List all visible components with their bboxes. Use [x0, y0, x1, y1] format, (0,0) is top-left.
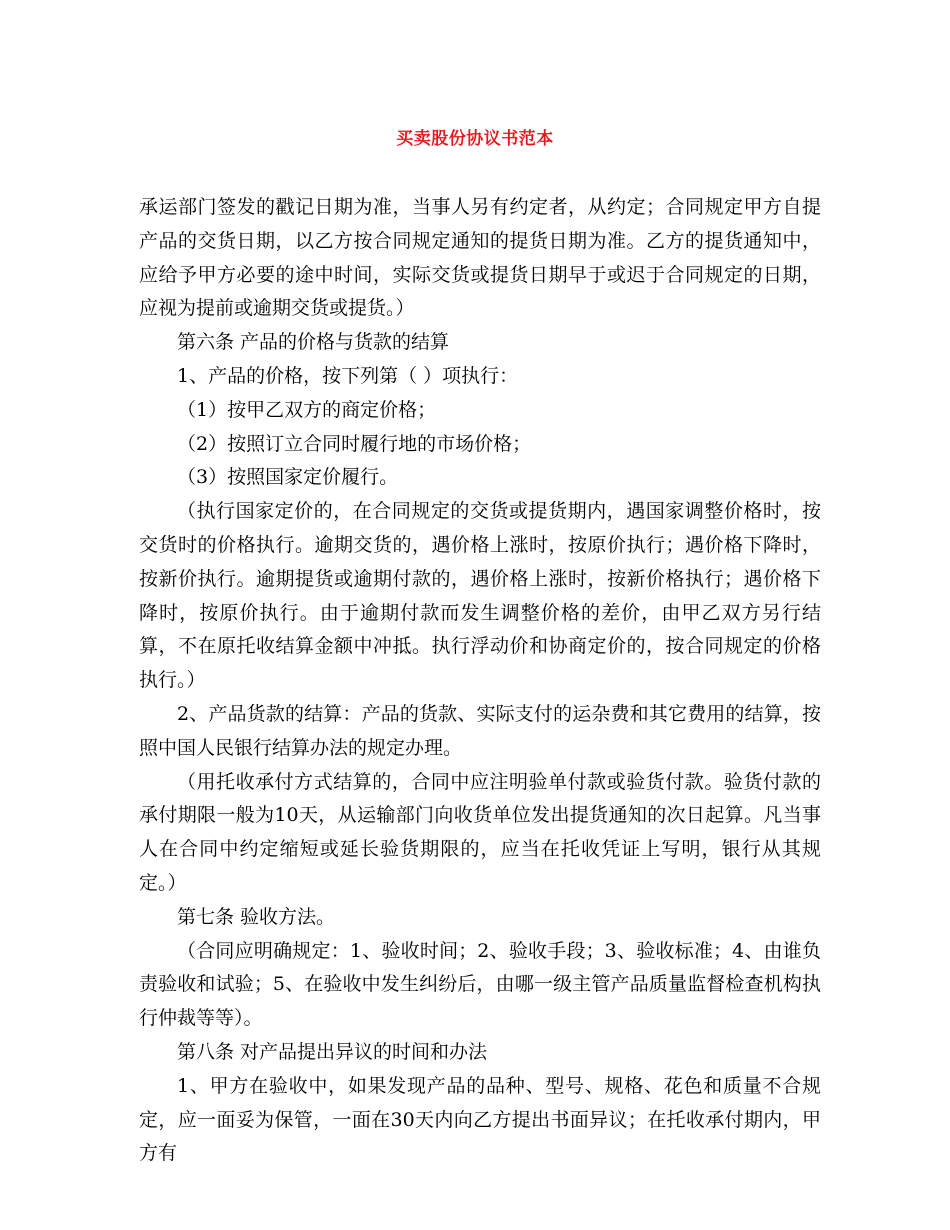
- clause-6-2: 2、产品货款的结算：产品的货款、实际支付的运杂费和其它费用的结算，按照中国人民银行结算办法的规定办理。: [139, 702, 821, 759]
- heading-article-6: 第六条 产品的价格与货款的结算: [177, 331, 450, 354]
- document-body: [139, 191, 821, 1171]
- clause-6-1-note: （执行国家定价的，在合同规定的交货或提货期内，遇国家调整价格时，按交货时的价格执行。逾期交货的，遇价格上涨时，按原价执行；遇价格下降时，按新价执行。逾期提货或逾期付款的，遇价格上涨时，按新价格执行；遇价格下降时，按原价执行。由于逾期付款而发生调整价格的差价，由甲乙双方另行结算，不在原托收结算金额中冲抵。执行浮动价和协商定价的，按合同规定的价格执行。）: [139, 500, 821, 692]
- clause-6-1-option-3: （3）按照国家定价履行。: [177, 466, 399, 489]
- clause-6-1-option-2: （2）按照订立合同时履行地的市场价格；: [177, 432, 532, 455]
- clause-6-2-note: （用托收承付方式结算的，合同中应注明验单付款或验货付款。验货付款的承付期限一般为10天，从运输部门向收货单位发出提货通知的次日起算。凡当事人在合同中约定缩短或延长验货期限的，应当在托收凭证上写明，银行从其规定。）: [139, 770, 821, 894]
- heading-article-8: 第八条 对产品提出异议的时间和办法: [177, 1040, 488, 1063]
- clause-8-1: 1、甲方在验收中，如果发现产品的品种、型号、规格、花色和质量不合规定，应一面妥为保管，一面在30天内向乙方提出书面异议；在托收承付期内，甲方有: [139, 1074, 821, 1165]
- clause-6-1: 1、产品的价格，按下列第（ ）项执行：: [177, 364, 519, 387]
- article-7-note: （合同应明确规定：1、验收时间；2、验收手段；3、验收标准；4、由谁负责验收和试验；5、在验收中发生纠纷后，由哪一级主管产品质量监督检查机构执行仲裁等等）。: [139, 939, 821, 1030]
- paragraph-continuation: 承运部门签发的戳记日期为准，当事人另有约定者，从约定；合同规定甲方自提产品的交货日期，以乙方按合同规定通知的提货日期为准。乙方的提货通知中，应给予甲方必要的途中时间，实际交货或提货日期早于或迟于合同规定的日期，应视为提前或逾期交货或提货。）: [139, 196, 821, 320]
- heading-article-7: 第七条 验收方法。: [177, 905, 336, 928]
- document-title: 买卖股份协议书范本: [396, 129, 554, 149]
- clause-6-1-option-1: （1）按甲乙双方的商定价格；: [177, 398, 437, 421]
